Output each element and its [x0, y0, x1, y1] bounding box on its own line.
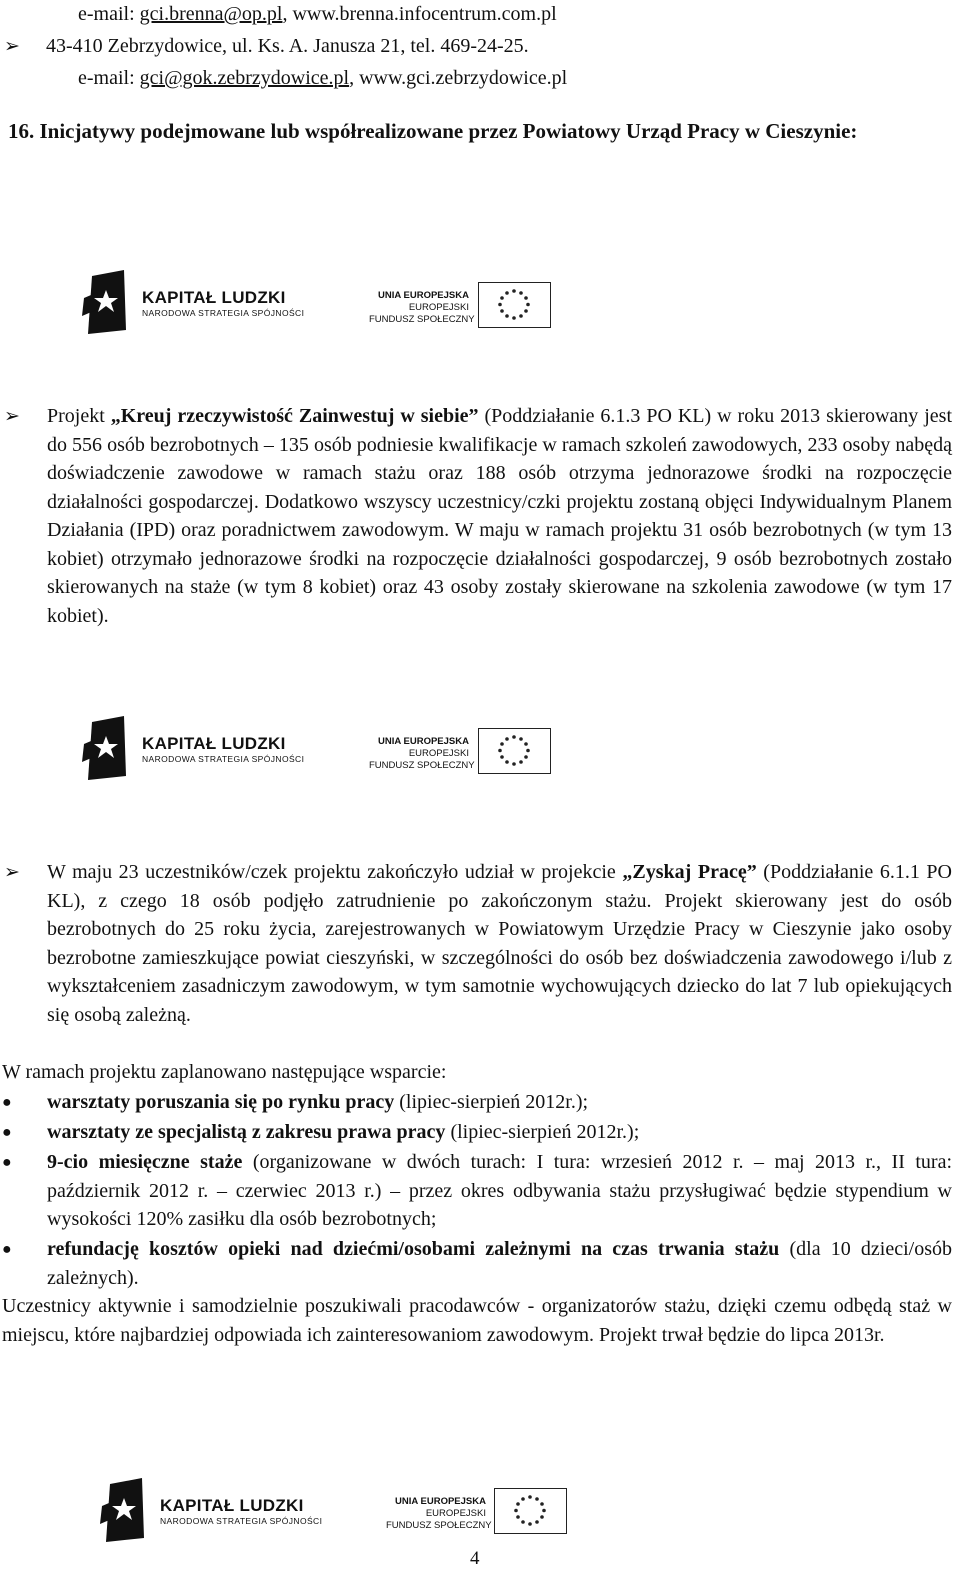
section-heading: 16. Inicjatywy podejmowane lub współrealizowane przez Powiatowy Urząd Pracy w Cieszynie:	[8, 119, 858, 143]
project-2-paragraph: W maju 23 uczestników/czek projektu zakończyło udział w projekcie „Zyskaj Pracę” (Poddziałanie 6.1.1 PO KL), z czego 18 osób podjęło zatrudnienie po zakończonym stażu. Projekt skierowany jest do osób bezrobotnych do 25 roku życia, zarejestrowanych w Powiatowym Urzędzie Pracy w Cieszynie jako osoby bezrobotne zamieszkujące powiat cieszyński, w szczególności do osób bez doświadczenia zawodowego i/lub z wykształceniem zasadniczym zawodowym, w tym samotnie wychowujących dziecko do lat 7 lub opiekujących się osobą zależną.	[47, 861, 953, 1026]
arrow-bullet-icon: ➢	[4, 861, 20, 883]
kapital-ludzki-logo: KAPITAŁ LUDZKI NARODOWA STRATEGIA SPÓJNOŚCI	[80, 270, 340, 340]
arrow-bullet-icon: ➢	[4, 35, 20, 57]
kapital-ludzki-logo: KAPITAŁ LUDZKI NARODOWA STRATEGIA SPÓJNOŚCI	[80, 716, 340, 786]
bullet-dot-icon: ●	[2, 1154, 12, 1171]
closing-paragraph: Uczestnicy aktywnie i samodzielnie poszukiwali pracodawców - organizatorów stażu, dzięki czemu odbędą staż w miejscu, które najbardziej odpowiada ich zainteresowaniom zawodowym. Projekt trwał będzie do lipca 2013r.	[2, 1295, 952, 1346]
contact-line-3: e-mail: gci@gok.zebrzydowice.pl, www.gci.zebrzydowice.pl	[78, 67, 568, 89]
eu-fund-text: UNIA EUROPEJSKA EUROPEJSKI FUNDUSZ SPOŁECZNY	[369, 736, 475, 771]
eu-fund-text: UNIA EUROPEJSKA EUROPEJSKI FUNDUSZ SPOŁECZNY	[369, 290, 475, 325]
eu-flag-icon	[478, 728, 551, 774]
support-intro: W ramach projektu zaplanowano następujące wsparcie:	[2, 1061, 447, 1083]
kapital-ludzki-emblem-icon	[80, 716, 130, 782]
contact-line-1: e-mail: gci.brenna@op.pl, www.brenna.infocentrum.com.pl	[78, 3, 557, 25]
email-link[interactable]: gci.brenna@op.pl	[139, 3, 283, 25]
bullet-dot-icon: ●	[2, 1124, 12, 1141]
support-item: 9-cio miesięczne staże (organizowane w dwóch turach: I tura: wrzesień 2012 r. – maj 2013 r., II tura: październik 2012 r. – czerwiec 2013 r.) – przez okres odbywania stażu przysługiwać będzie stypendium w wysokości 120% zasiłku dla osób bezrobotnych;	[47, 1151, 953, 1230]
project-1-paragraph: Projekt „Kreuj rzeczywistość Zainwestuj w siebie” (Poddziałanie 6.1.3 PO KL) w roku 2013 skierowany jest do 556 osób bezrobotnych – 135 osób podniesie kwalifikacje w ramach szkoleń zawodowych, 233 osoby nabędą doświadczenie zawodowe w ramach stażu oraz 188 osób otrzyma jednorazowe środki na rozpoczęcie działalności gospodarczej. Dodatkowo wszyscy uczestnicy/czki projektu zostaną objęci Indywidualnym Planem Działania (IPD) oraz poradnictwem zawodowym. W maju w ramach projektu 31 osób bezrobotnych (w tym 13 kobiet) otrzymało jednorazowe środki na rozpoczęcie działalności gospodarczej, 9 osób bezrobotnych zostało skierowanych na staże (w tym 8 kobiet) oraz 43 osoby zostały skierowane na szkolenia zawodowe (w tym 17 kobiet).	[47, 405, 953, 627]
support-item: warsztaty ze specjalistą z zakresu prawa pracy (lipiec-sierpień 2012r.);	[47, 1121, 640, 1143]
project-2-name: „Zyskaj Pracę”	[622, 861, 757, 883]
page-number: 4	[470, 1548, 480, 1569]
project-1-name: „Kreuj rzeczywistość Zainwestuj w siebie”	[110, 405, 479, 427]
kapital-ludzki-logo: KAPITAŁ LUDZKI NARODOWA STRATEGIA SPÓJNOŚCI	[98, 1478, 358, 1548]
eu-flag-icon	[478, 282, 551, 328]
support-item: refundację kosztów opieki nad dziećmi/osobami zależnymi na czas trwania stażu (dla 10 dzieci/osób zależnych).	[47, 1238, 953, 1289]
eu-fund-text: UNIA EUROPEJSKA EUROPEJSKI FUNDUSZ SPOŁECZNY	[386, 1496, 492, 1531]
bullet-dot-icon: ●	[2, 1094, 12, 1111]
logo-row	[98, 1478, 578, 1548]
support-item: warsztaty poruszania się po rynku pracy (lipiec-sierpień 2012r.);	[47, 1091, 589, 1113]
contact-line-2: 43-410 Zebrzydowice, ul. Ks. A. Janusza 21, tel. 469-24-25.	[46, 35, 529, 57]
eu-flag-icon	[494, 1488, 567, 1534]
arrow-bullet-icon: ➢	[4, 405, 20, 427]
kapital-ludzki-emblem-icon	[80, 270, 130, 336]
bullet-dot-icon: ●	[2, 1241, 12, 1258]
logo-row	[80, 270, 560, 340]
email-link[interactable]: gci@gok.zebrzydowice.pl	[139, 67, 350, 89]
logo-row	[80, 716, 560, 786]
kapital-ludzki-emblem-icon	[98, 1478, 148, 1544]
